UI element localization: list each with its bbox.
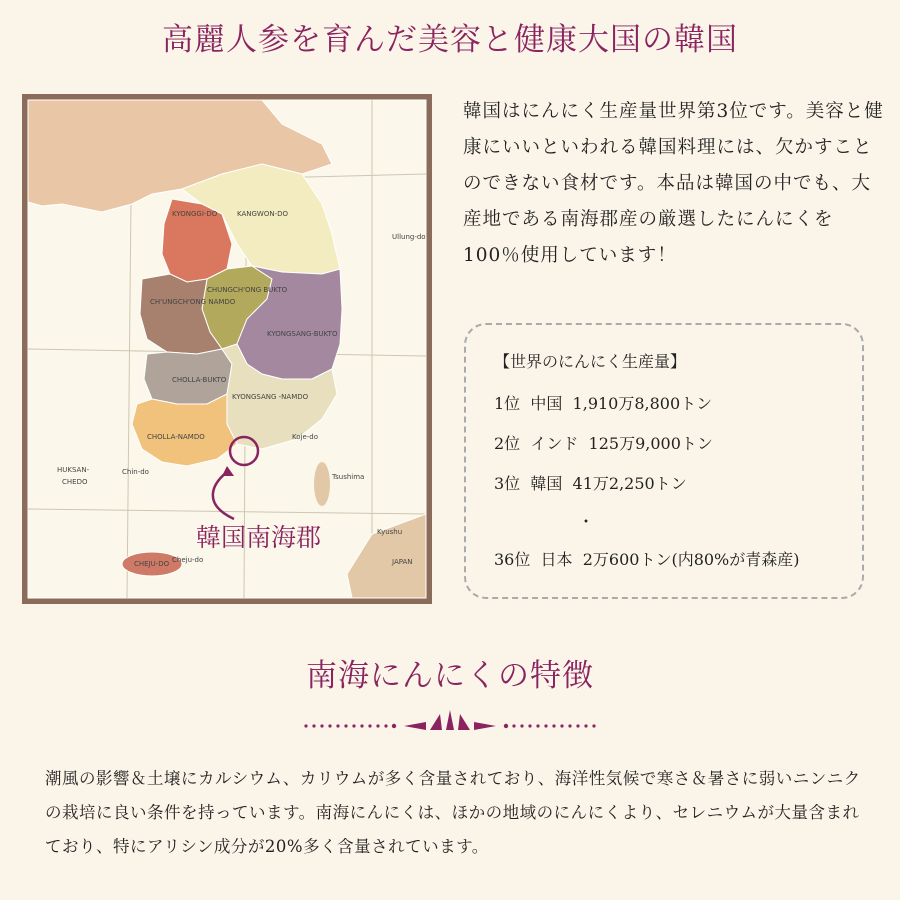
production-row (494, 471, 687, 494)
production-row-japan (494, 547, 800, 570)
label-koje: Koje-do (292, 433, 319, 441)
page-title: 高麗人参を育んだ美容と健康大国の韓国 (162, 22, 738, 58)
amount: 2万600トン(内80%が青森産) (582, 550, 800, 569)
features-heading: 南海にんにくの特徴 (306, 658, 594, 694)
production-row (494, 391, 712, 414)
production-row (494, 431, 713, 454)
rank: 36位 (494, 550, 531, 569)
production-title: 【世界のにんにく生産量】 (494, 352, 687, 371)
label-ulung: Ullung-do (392, 233, 426, 241)
rank: 3位 (494, 474, 521, 493)
production-box (464, 323, 864, 599)
ellipsis-dot: ・ (578, 512, 595, 531)
label-chollab: CHOLLA-BUKTO (172, 376, 227, 384)
tsushima-island (314, 462, 330, 506)
country: 日本 (540, 550, 573, 569)
features-text: 潮風の影響＆土壌にカルシウム、カリウムが多く含量されており、海洋性気候で寒さ＆暑さに弱いニンニクの栽培に良い条件を持っています。南海にんにくは、ほかの地域のにんにくより、セレニウムが大量含まれており、特にアリシン成分が20%多く含量されています。 (45, 769, 861, 856)
rank: 1位 (494, 394, 521, 413)
ornament-divider (300, 708, 600, 744)
label-japan: JAPAN (392, 558, 413, 566)
label-kyonggi: KYONGGI-DO (172, 210, 218, 218)
amount: 1,910万8,800トン (572, 394, 713, 413)
country: インド (530, 434, 579, 453)
label-cheju-island: Cheju-do (172, 556, 204, 564)
amount: 41万2,250トン (572, 474, 687, 493)
country: 韓国 (530, 474, 563, 493)
label-kangwon: KANGWON-DO (237, 210, 289, 218)
label-chungnam: CH'UNGCH'ONG NAMDO (150, 298, 236, 306)
country: 中国 (530, 394, 563, 413)
label-tsushima: Tsushima (332, 473, 365, 481)
namhae-label: 韓国南海郡 (196, 523, 322, 552)
intro-text: 韓国はにんにく生産量世界第3位です。美容と健康にいいといわれる韓国料理には、欠かすことのできない食材です。本品は韓国の中でも、大産地である南海郡産の厳選したにんにくを100％使用しています！ (463, 101, 884, 266)
label-chin: Chin-do (122, 468, 149, 476)
label-kyongbuk: KYONGSANG-BUKTO (267, 330, 338, 338)
label-kyushu: Kyushu (377, 528, 403, 536)
label-huksan: HUKSAN- (57, 466, 90, 474)
amount: 125万9,000トン (588, 434, 713, 453)
label-chungbuk: CHUNGCH'ONG BUKTO (207, 286, 288, 294)
rank: 2位 (494, 434, 521, 453)
label-chedo: CHEDO (62, 478, 88, 486)
label-chollan: CHOLLA-NAMDO (147, 433, 205, 441)
label-kyongnam: KYONGSANG -NAMDO (232, 393, 309, 401)
label-cheju-do: CHEJU-DO (134, 560, 170, 568)
